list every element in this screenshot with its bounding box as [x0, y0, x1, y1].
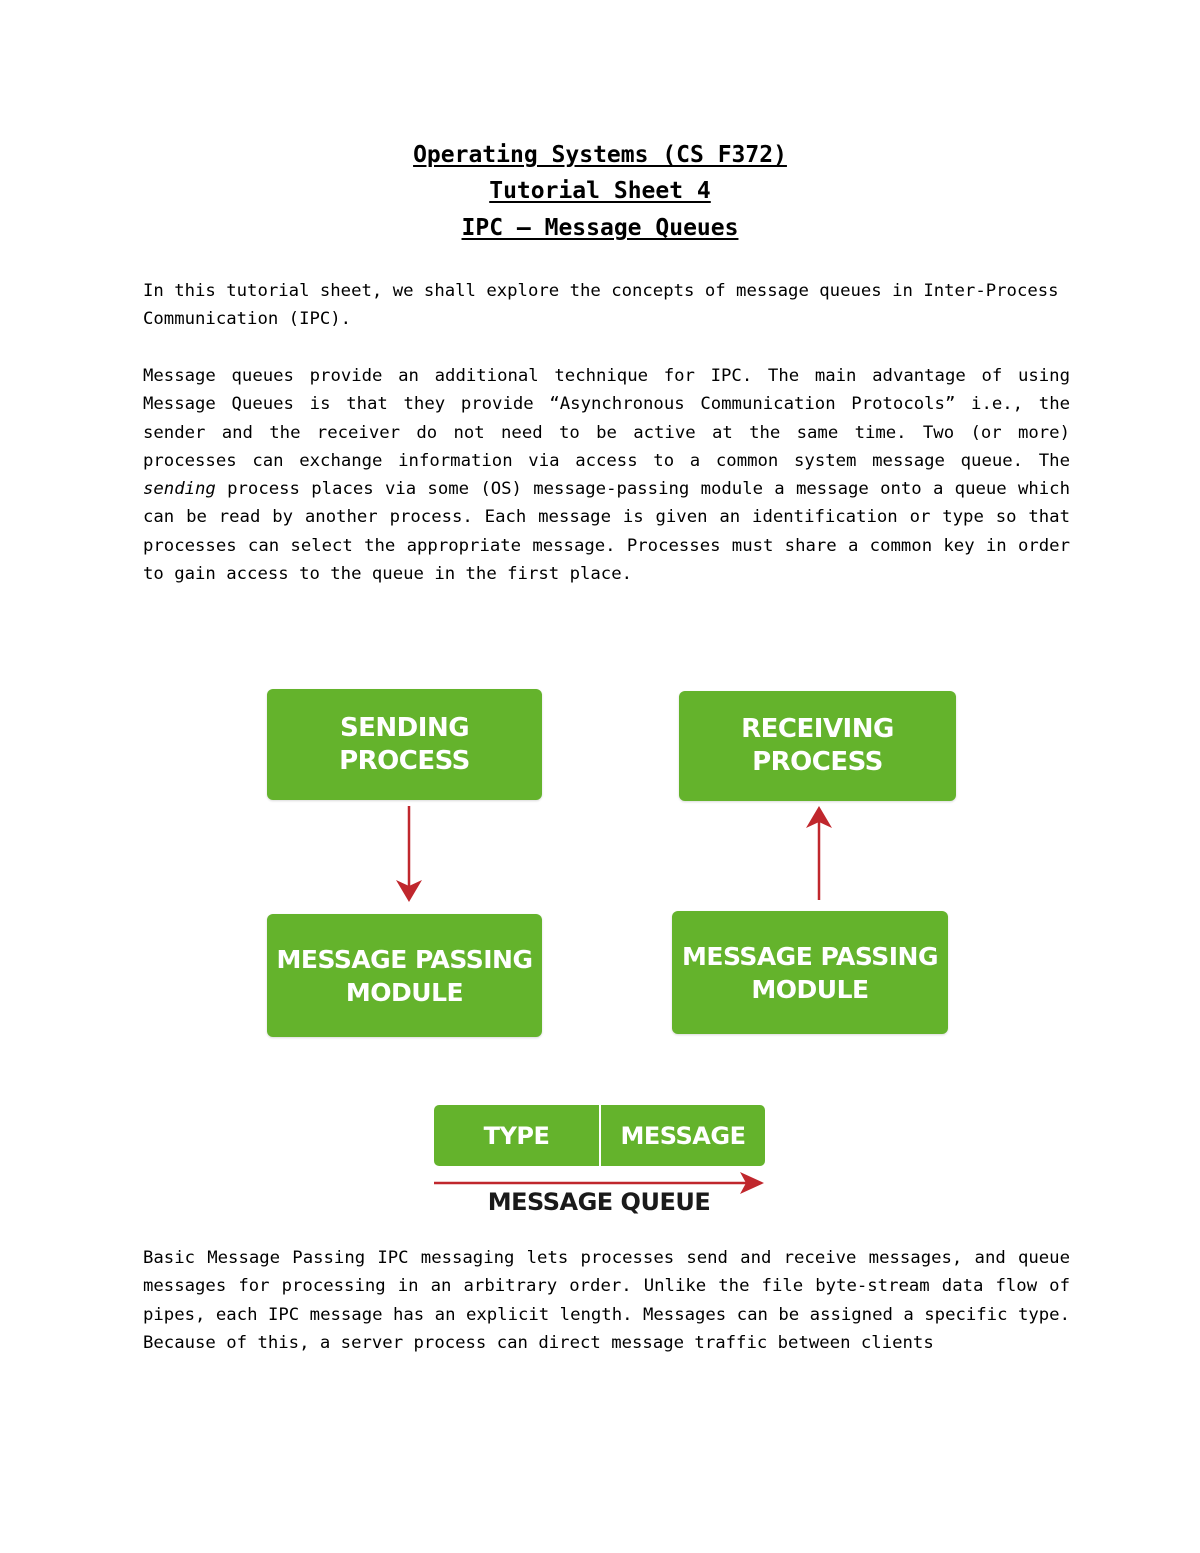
course-title: Operating Systems (CS F372): [413, 142, 787, 168]
para1-text-after: process places via some (OS) message-passing module a message onto a queue which can be read by another process. Each message is given an identification or type so that processes can select the appropriate message. Processes must share a common key in order to gain access to the queue in the first place.: [143, 479, 1070, 585]
sending-process-box: [267, 689, 542, 800]
message-queue-label: MESSAGE QUEUE: [487, 1188, 711, 1216]
mp-module-right-line1: MESSAGE PASSING: [681, 941, 938, 971]
queue-message-cell: MESSAGE: [601, 1105, 765, 1166]
mp-module-left-line2: MODULE: [345, 977, 464, 1007]
mp-module-left-line1: MESSAGE PASSING: [276, 944, 533, 974]
message-passing-module-left: [267, 914, 542, 1037]
receiving-process-label-line1: RECEIVING: [741, 714, 894, 744]
mp-module-right-line2: MODULE: [751, 974, 869, 1004]
down-arrow-icon: [392, 806, 426, 902]
queue-type-cell: TYPE: [434, 1105, 599, 1166]
topic-title: IPC – Message Queues: [461, 215, 739, 241]
basic-message-passing-paragraph: Basic Message Passing IPC messaging lets processes send and receive messages, and queue messages for processing in an arbitrary order. Unlike the file byte-stream data flow of pipes, each IPC message has an explicit length. Messages can be assigned a specific type. Because of this, a server process can direct message traffic between clients: [143, 1248, 1070, 1353]
sending-process-label-line1: SENDING: [339, 712, 470, 743]
receiving-process-box: [679, 691, 956, 801]
sending-process-label-line2: PROCESS: [339, 745, 470, 776]
message-passing-module-right: [672, 911, 948, 1034]
para1-text-before: Message queues provide an additional technique for IPC. The main advantage of using Message Queues is that they provide “Asynchronous Communication Protocols” i.e., the sender and the receiver do not need to be active at the same time. Two (or more) processes can exchange information via access to a common system message queue. The: [143, 366, 1070, 471]
message-queue-paragraph: [143, 362, 1070, 588]
intro-paragraph: In this tutorial sheet, we shall explore the concepts of message queues in Inter-Process Communication (IPC).: [143, 281, 1059, 330]
para1-italic-word: sending: [143, 479, 216, 500]
receiving-process-label-line2: PROCESS: [752, 747, 883, 777]
up-arrow-icon: [802, 806, 836, 900]
sheet-title: Tutorial Sheet 4: [489, 178, 711, 204]
